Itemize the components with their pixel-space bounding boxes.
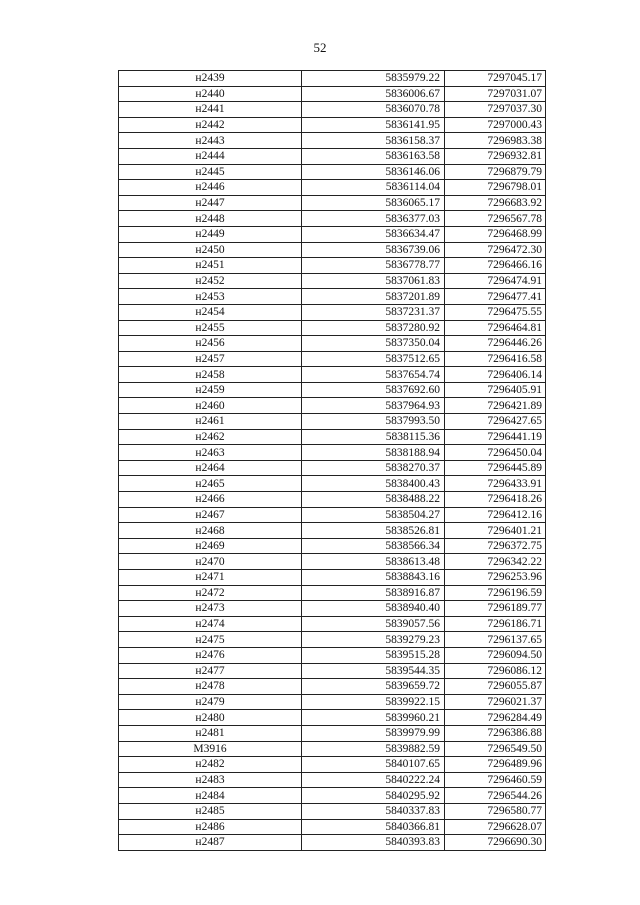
y-coordinate-cell: 7296433.91: [445, 476, 546, 492]
point-id-cell: н2439: [119, 71, 302, 87]
table-row: [119, 86, 546, 102]
x-coordinate-cell: 5836065.17: [302, 195, 445, 211]
table-row: [119, 819, 546, 835]
coordinates-table: [118, 70, 546, 851]
table-row: [119, 429, 546, 445]
x-coordinate-cell: 5839659.72: [302, 679, 445, 695]
x-coordinate-cell: 5838488.22: [302, 492, 445, 508]
x-coordinate-cell: 5836070.78: [302, 102, 445, 118]
y-coordinate-cell: 7296628.07: [445, 819, 546, 835]
x-coordinate-cell: 5839922.15: [302, 694, 445, 710]
x-coordinate-cell: 5839279.23: [302, 632, 445, 648]
table-row: [119, 445, 546, 461]
point-id-cell: н2453: [119, 289, 302, 305]
x-coordinate-cell: 5838188.94: [302, 445, 445, 461]
y-coordinate-cell: 7296567.78: [445, 211, 546, 227]
table-row: [119, 523, 546, 539]
table-row: [119, 601, 546, 617]
y-coordinate-cell: 7296189.77: [445, 601, 546, 617]
x-coordinate-cell: 5839960.21: [302, 710, 445, 726]
point-id-cell: н2451: [119, 258, 302, 274]
y-coordinate-cell: 7296475.55: [445, 304, 546, 320]
point-id-cell: н2478: [119, 679, 302, 695]
table-row: [119, 772, 546, 788]
x-coordinate-cell: 5838566.34: [302, 538, 445, 554]
point-id-cell: н2447: [119, 195, 302, 211]
point-id-cell: н2484: [119, 788, 302, 804]
point-id-cell: н2477: [119, 663, 302, 679]
table-row: [119, 320, 546, 336]
x-coordinate-cell: 5838504.27: [302, 507, 445, 523]
y-coordinate-cell: 7296983.38: [445, 133, 546, 149]
table-row: [119, 304, 546, 320]
x-coordinate-cell: 5836141.95: [302, 117, 445, 133]
y-coordinate-cell: 7296466.16: [445, 258, 546, 274]
point-id-cell: н2466: [119, 492, 302, 508]
x-coordinate-cell: 5836634.47: [302, 226, 445, 242]
point-id-cell: н2465: [119, 476, 302, 492]
table-row: [119, 258, 546, 274]
point-id-cell: н2481: [119, 725, 302, 741]
y-coordinate-cell: 7296086.12: [445, 663, 546, 679]
point-id-cell: н2485: [119, 803, 302, 819]
y-coordinate-cell: 7296284.49: [445, 710, 546, 726]
x-coordinate-cell: 5835979.22: [302, 71, 445, 87]
y-coordinate-cell: 7296405.91: [445, 382, 546, 398]
x-coordinate-cell: 5838526.81: [302, 523, 445, 539]
y-coordinate-cell: 7296468.99: [445, 226, 546, 242]
x-coordinate-cell: 5839979.99: [302, 725, 445, 741]
y-coordinate-cell: 7296137.65: [445, 632, 546, 648]
point-id-cell: н2467: [119, 507, 302, 523]
table-row: [119, 554, 546, 570]
table-row: [119, 336, 546, 352]
table-row: [119, 102, 546, 118]
point-id-cell: н2475: [119, 632, 302, 648]
x-coordinate-cell: 5838940.40: [302, 601, 445, 617]
y-coordinate-cell: 7296460.59: [445, 772, 546, 788]
y-coordinate-cell: 7296798.01: [445, 180, 546, 196]
y-coordinate-cell: 7296441.19: [445, 429, 546, 445]
point-id-cell: н2456: [119, 336, 302, 352]
y-coordinate-cell: 7296416.58: [445, 351, 546, 367]
point-id-cell: н2483: [119, 772, 302, 788]
y-coordinate-cell: 7296401.21: [445, 523, 546, 539]
x-coordinate-cell: 5837350.04: [302, 336, 445, 352]
point-id-cell: н2445: [119, 164, 302, 180]
y-coordinate-cell: 7296446.26: [445, 336, 546, 352]
x-coordinate-cell: 5837231.37: [302, 304, 445, 320]
y-coordinate-cell: 7296021.37: [445, 694, 546, 710]
table-row: [119, 741, 546, 757]
x-coordinate-cell: 5837993.50: [302, 414, 445, 430]
y-coordinate-cell: 7297031.07: [445, 86, 546, 102]
table-row: [119, 367, 546, 383]
x-coordinate-cell: 5840366.81: [302, 819, 445, 835]
x-coordinate-cell: 5837654.74: [302, 367, 445, 383]
y-coordinate-cell: 7296412.16: [445, 507, 546, 523]
table-row: [119, 273, 546, 289]
point-id-cell: н2469: [119, 538, 302, 554]
y-coordinate-cell: 7296253.96: [445, 570, 546, 586]
point-id-cell: н2457: [119, 351, 302, 367]
point-id-cell: н2479: [119, 694, 302, 710]
x-coordinate-cell: 5837061.83: [302, 273, 445, 289]
x-coordinate-cell: 5837201.89: [302, 289, 445, 305]
y-coordinate-cell: 7297045.17: [445, 71, 546, 87]
table-row: [119, 71, 546, 87]
table-row: [119, 710, 546, 726]
x-coordinate-cell: 5836163.58: [302, 148, 445, 164]
point-id-cell: н2460: [119, 398, 302, 414]
x-coordinate-cell: 5839882.59: [302, 741, 445, 757]
y-coordinate-cell: 7296427.65: [445, 414, 546, 430]
y-coordinate-cell: 7296372.75: [445, 538, 546, 554]
table-row: [119, 148, 546, 164]
x-coordinate-cell: 5836114.04: [302, 180, 445, 196]
table-row: [119, 351, 546, 367]
x-coordinate-cell: 5837692.60: [302, 382, 445, 398]
x-coordinate-cell: 5836739.06: [302, 242, 445, 258]
y-coordinate-cell: 7296094.50: [445, 647, 546, 663]
y-coordinate-cell: 7296472.30: [445, 242, 546, 258]
point-id-cell: н2473: [119, 601, 302, 617]
y-coordinate-cell: 7296450.04: [445, 445, 546, 461]
x-coordinate-cell: 5838613.48: [302, 554, 445, 570]
table-row: [119, 492, 546, 508]
point-id-cell: н2440: [119, 86, 302, 102]
table-row: [119, 226, 546, 242]
point-id-cell: н2462: [119, 429, 302, 445]
table-row: [119, 117, 546, 133]
point-id-cell: н2482: [119, 757, 302, 773]
coordinates-table-body: [119, 71, 546, 851]
table-row: [119, 757, 546, 773]
x-coordinate-cell: 5839057.56: [302, 616, 445, 632]
y-coordinate-cell: 7296406.14: [445, 367, 546, 383]
point-id-cell: н2476: [119, 647, 302, 663]
y-coordinate-cell: 7296418.26: [445, 492, 546, 508]
y-coordinate-cell: 7296932.81: [445, 148, 546, 164]
table-row: [119, 460, 546, 476]
point-id-cell: М3916: [119, 741, 302, 757]
table-row: [119, 382, 546, 398]
y-coordinate-cell: 7296549.50: [445, 741, 546, 757]
y-coordinate-cell: 7296489.96: [445, 757, 546, 773]
x-coordinate-cell: 5837964.93: [302, 398, 445, 414]
table-row: [119, 679, 546, 695]
table-row: [119, 211, 546, 227]
y-coordinate-cell: 7296683.92: [445, 195, 546, 211]
point-id-cell: н2443: [119, 133, 302, 149]
point-id-cell: н2468: [119, 523, 302, 539]
x-coordinate-cell: 5839544.35: [302, 663, 445, 679]
table-row: [119, 835, 546, 851]
x-coordinate-cell: 5838270.37: [302, 460, 445, 476]
y-coordinate-cell: 7297037.30: [445, 102, 546, 118]
table-row: [119, 725, 546, 741]
table-row: [119, 242, 546, 258]
table-row: [119, 632, 546, 648]
point-id-cell: н2474: [119, 616, 302, 632]
x-coordinate-cell: 5837280.92: [302, 320, 445, 336]
point-id-cell: н2446: [119, 180, 302, 196]
y-coordinate-cell: 7296386.88: [445, 725, 546, 741]
point-id-cell: н2461: [119, 414, 302, 430]
table-row: [119, 398, 546, 414]
point-id-cell: н2444: [119, 148, 302, 164]
point-id-cell: н2464: [119, 460, 302, 476]
x-coordinate-cell: 5840295.92: [302, 788, 445, 804]
table-row: [119, 585, 546, 601]
x-coordinate-cell: 5838115.36: [302, 429, 445, 445]
point-id-cell: н2470: [119, 554, 302, 570]
table-row: [119, 663, 546, 679]
point-id-cell: н2472: [119, 585, 302, 601]
y-coordinate-cell: 7297000.43: [445, 117, 546, 133]
y-coordinate-cell: 7296477.41: [445, 289, 546, 305]
y-coordinate-cell: 7296445.89: [445, 460, 546, 476]
y-coordinate-cell: 7296196.59: [445, 585, 546, 601]
point-id-cell: н2449: [119, 226, 302, 242]
table-row: [119, 570, 546, 586]
x-coordinate-cell: 5836006.67: [302, 86, 445, 102]
y-coordinate-cell: 7296474.91: [445, 273, 546, 289]
y-coordinate-cell: 7296464.81: [445, 320, 546, 336]
table-row: [119, 133, 546, 149]
table-row: [119, 694, 546, 710]
table-row: [119, 289, 546, 305]
table-row: [119, 180, 546, 196]
x-coordinate-cell: 5836778.77: [302, 258, 445, 274]
x-coordinate-cell: 5836377.03: [302, 211, 445, 227]
x-coordinate-cell: 5840337.83: [302, 803, 445, 819]
table-row: [119, 788, 546, 804]
table-row: [119, 476, 546, 492]
x-coordinate-cell: 5837512.65: [302, 351, 445, 367]
y-coordinate-cell: 7296879.79: [445, 164, 546, 180]
y-coordinate-cell: 7296342.22: [445, 554, 546, 570]
page-number: 52: [313, 40, 327, 55]
table-row: [119, 164, 546, 180]
point-id-cell: н2442: [119, 117, 302, 133]
point-id-cell: н2450: [119, 242, 302, 258]
x-coordinate-cell: 5838400.43: [302, 476, 445, 492]
x-coordinate-cell: 5836158.37: [302, 133, 445, 149]
point-id-cell: н2441: [119, 102, 302, 118]
point-id-cell: н2480: [119, 710, 302, 726]
table-row: [119, 538, 546, 554]
x-coordinate-cell: 5838916.87: [302, 585, 445, 601]
point-id-cell: н2487: [119, 835, 302, 851]
point-id-cell: н2459: [119, 382, 302, 398]
table-row: [119, 414, 546, 430]
x-coordinate-cell: 5840107.65: [302, 757, 445, 773]
table-row: [119, 647, 546, 663]
point-id-cell: н2463: [119, 445, 302, 461]
y-coordinate-cell: 7296544.26: [445, 788, 546, 804]
x-coordinate-cell: 5836146.06: [302, 164, 445, 180]
table-row: [119, 195, 546, 211]
point-id-cell: н2452: [119, 273, 302, 289]
table-row: [119, 616, 546, 632]
y-coordinate-cell: 7296186.71: [445, 616, 546, 632]
x-coordinate-cell: 5838843.16: [302, 570, 445, 586]
point-id-cell: н2448: [119, 211, 302, 227]
point-id-cell: н2455: [119, 320, 302, 336]
point-id-cell: н2486: [119, 819, 302, 835]
x-coordinate-cell: 5839515.28: [302, 647, 445, 663]
y-coordinate-cell: 7296055.87: [445, 679, 546, 695]
x-coordinate-cell: 5840393.83: [302, 835, 445, 851]
x-coordinate-cell: 5840222.24: [302, 772, 445, 788]
table-row: [119, 507, 546, 523]
y-coordinate-cell: 7296421.89: [445, 398, 546, 414]
point-id-cell: н2454: [119, 304, 302, 320]
y-coordinate-cell: 7296690.30: [445, 835, 546, 851]
point-id-cell: н2458: [119, 367, 302, 383]
y-coordinate-cell: 7296580.77: [445, 803, 546, 819]
point-id-cell: н2471: [119, 570, 302, 586]
table-row: [119, 803, 546, 819]
